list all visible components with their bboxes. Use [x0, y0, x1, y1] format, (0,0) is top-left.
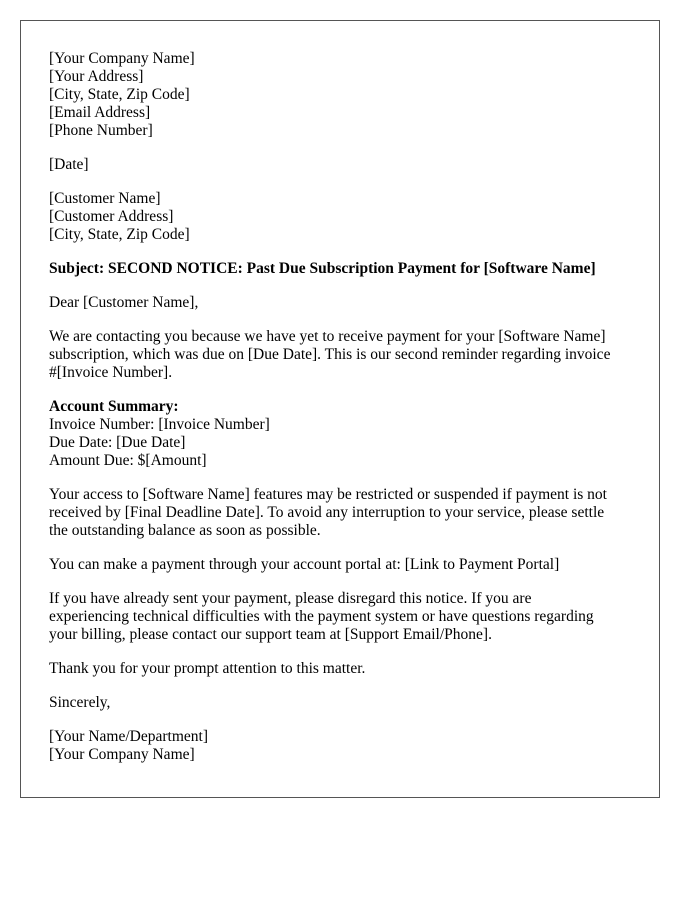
account-summary-heading: Account Summary: — [49, 398, 179, 415]
due-date: Due Date: [Due Date] — [49, 434, 186, 451]
thanks-paragraph: Thank you for your prompt attention to this matter. — [49, 660, 366, 677]
invoice-number: Invoice Number: [Invoice Number] — [49, 416, 270, 433]
sender-company: [Your Company Name] — [49, 50, 195, 67]
signature-block — [49, 728, 631, 764]
disregard-paragraph — [49, 590, 631, 644]
access-line: Your access to [Software Name] features may be restricted or suspended if payment is not — [49, 486, 607, 503]
signature-company: [Your Company Name] — [49, 746, 195, 763]
recipient-address: [Customer Address] — [49, 208, 174, 225]
disregard-line: your billing, please contact our support team at [Support Email/Phone]. — [49, 626, 492, 643]
letter-date: [Date] — [49, 156, 89, 173]
letter-page — [20, 20, 660, 798]
access-line: received by [Final Deadline Date]. To avoid any interruption to your service, please settle — [49, 504, 605, 521]
salutation: Dear [Customer Name], — [49, 294, 199, 311]
sender-block — [49, 50, 631, 140]
payment-portal-paragraph: You can make a payment through your account portal at: [Link to Payment Portal] — [49, 556, 560, 573]
account-summary — [49, 398, 631, 470]
access-paragraph — [49, 486, 631, 540]
sender-address: [Your Address] — [49, 68, 144, 85]
closing: Sincerely, — [49, 694, 111, 711]
recipient-name: [Customer Name] — [49, 190, 161, 207]
subject-line: Subject: SECOND NOTICE: Past Due Subscription Payment for [Software Name] — [49, 260, 596, 277]
intro-line: subscription, which was due on [Due Date]. This is our second reminder regarding invoice — [49, 346, 611, 363]
intro-line: #[Invoice Number]. — [49, 364, 173, 381]
amount-due: Amount Due: $[Amount] — [49, 452, 207, 469]
sender-city-state-zip: [City, State, Zip Code] — [49, 86, 190, 103]
disregard-line: If you have already sent your payment, please disregard this notice. If you are — [49, 590, 532, 607]
access-line: the outstanding balance as soon as possible. — [49, 522, 321, 539]
date-block — [49, 156, 631, 174]
intro-paragraph — [49, 328, 631, 382]
sender-email: [Email Address] — [49, 104, 151, 121]
recipient-city-state-zip: [City, State, Zip Code] — [49, 226, 190, 243]
signature-name: [Your Name/Department] — [49, 728, 208, 745]
disregard-line: experiencing technical difficulties with the payment system or have questions regarding — [49, 608, 594, 625]
sender-phone: [Phone Number] — [49, 122, 153, 139]
intro-line: We are contacting you because we have yet to receive payment for your [Software Name] — [49, 328, 606, 345]
recipient-block — [49, 190, 631, 244]
